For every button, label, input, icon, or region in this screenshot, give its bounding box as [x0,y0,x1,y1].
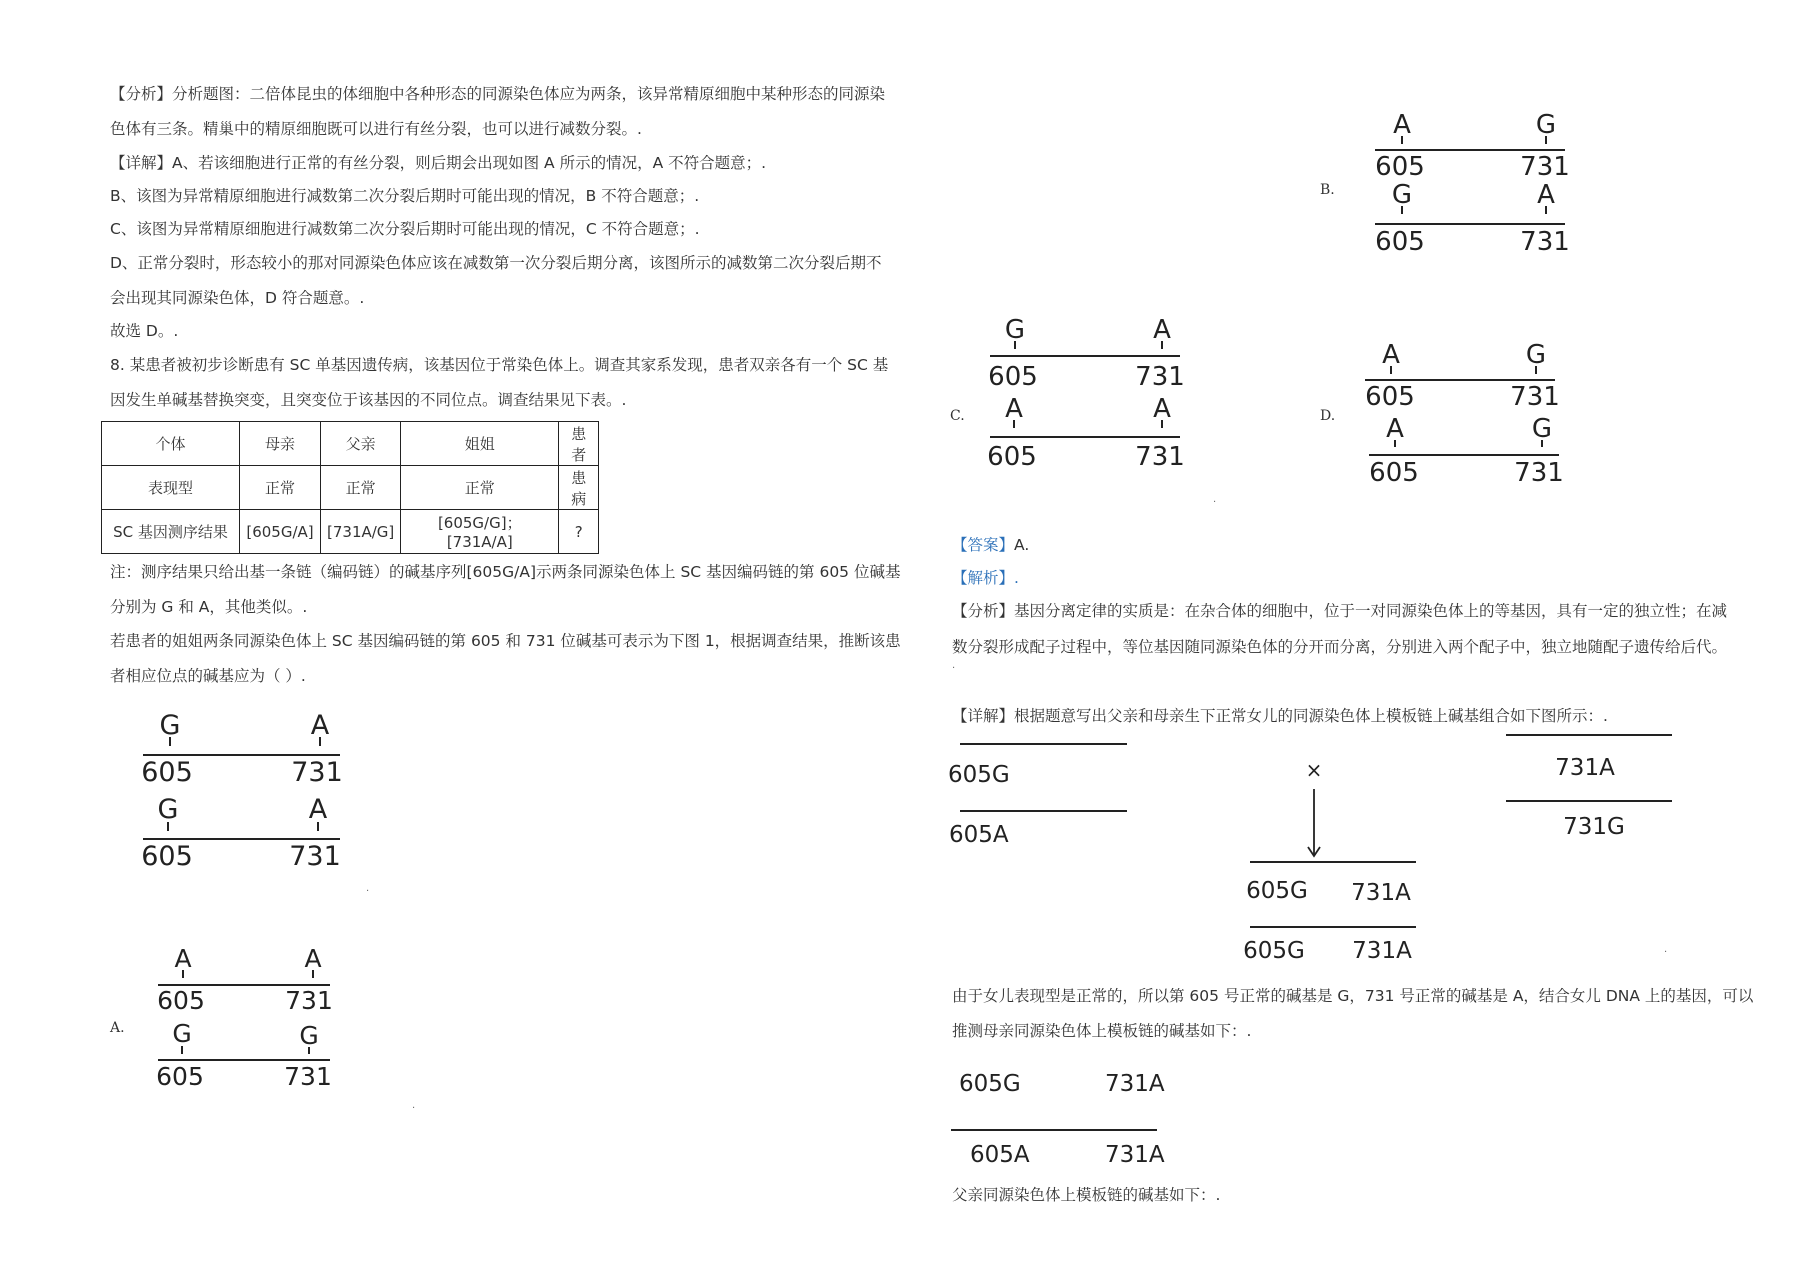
allele-label: A [1393,110,1411,140]
locus-label: 605 [1369,458,1419,488]
table-cell: ? [559,510,599,554]
father-locus-2: 731G [1563,814,1625,840]
table-cell: 母亲 [240,422,321,466]
table-row [102,510,599,554]
mother-chain-top-731: 731A [1105,1071,1165,1097]
cross-symbol: × [1305,758,1323,782]
mother-chain-top-605: 605G [959,1071,1021,1097]
option-c-chromosomes [980,310,1190,475]
mother-locus-2: 605A [949,822,1009,848]
right-detail-line: 【详解】根据题意写出父亲和母亲生下正常女儿的同源染色体上模板链上碱基组合如下图所示：. [952,707,1608,725]
child-top-731: 731A [1351,880,1411,906]
detail-line-d1: D、正常分裂时，形态较小的那对同源染色体应该在减数第一次分裂后期分离，该图所示的减数第二次分裂后期不 [110,254,882,272]
allele-label: G [172,1019,192,1048]
allele-label: G [1525,340,1547,370]
answer-value: A. [1014,536,1030,554]
table-cell: [605G/G]；[731A/A] [401,510,559,554]
detail-line-a: 【详解】A、若该细胞进行正常的有丝分裂，则后期会出现如图 A 所示的情况，A 不符合题意；. [110,154,767,172]
allele-label: A [1382,340,1400,370]
allele-label: G [1535,110,1557,140]
question-8-line-2: 因发生单碱基替换突变，且突变位于该基因的不同位点。调查结果见下表。. [110,391,627,409]
question-8-line-1: 8. 某患者被初步诊断患有 SC 单基因遗传病，该基因位于常染色体上。调查其家系发现，患者双亲各有一个 SC 基 [110,356,889,374]
detail-line-b: B、该图为异常精原细胞进行减数第二次分裂后期时可能出现的情况，B 不符合题意；. [110,187,700,205]
allele-label: G [157,794,179,825]
allele-label: A [174,944,192,973]
child-bottom-731: 731A [1352,938,1412,964]
conclusion-line-1: 由于女儿表现型是正常的，所以第 605 号正常的碱基是 G，731 号正常的碱基是 A，结合女儿 DNA 上的基因，可以 [952,987,1754,1005]
question-line-1: 若患者的姐姐两条同源染色体上 SC 基因编码链的第 605 和 731 位碱基可表示为下图 1，根据调查结果，推断该患 [110,632,901,650]
allele-label: A [304,944,322,973]
table-cell: 正常 [321,466,401,510]
allele-label: A [1005,394,1023,424]
note-line-2: 分别为 G 和 A，其他类似。. [110,598,308,616]
locus-label: 605 [156,1062,204,1091]
table-cell: 患者 [559,422,599,466]
locus-label: 731 [1520,152,1570,182]
right-analysis-line-1: 【分析】基因分离定律的实质是：在杂合体的细胞中，位于一对同源染色体上的等基因，具有一定的独立性；在减 [952,602,1728,620]
locus-label: 731 [285,986,333,1015]
answer-tag: 【答案】 [952,536,1015,554]
mother-template-chain [945,1055,1185,1175]
table-cell: SC 基因测序结果 [102,510,240,554]
father-chain-line: 父亲同源染色体上模板链的碱基如下：. [952,1186,1221,1204]
locus-label: 731 [284,1062,332,1091]
locus-label: 605 [1375,152,1425,182]
allele-label: A [1153,394,1171,424]
option-b-label: B. [1320,182,1335,198]
locus-label: 731 [1135,362,1185,392]
analysis-line-2: 色体有三条。精巢中的精原细胞既可以进行有丝分裂，也可以进行减数分裂。. [110,120,642,138]
cross-diagram [940,725,1720,995]
table-row [102,422,599,466]
table-cell: 正常 [401,466,559,510]
father-locus-1: 731A [1555,755,1615,781]
allele-label: G [1004,315,1026,345]
figure-1-chromosomes [135,705,355,880]
detail-line-c: C、该图为异常精原细胞进行减数第二次分裂后期时可能出现的情况，C 不符合题意；. [110,220,700,238]
detail-line-d2: 会出现其同源染色体，D 符合题意。. [110,289,365,307]
note-line-1: 注：测序结果只给出基一条链（编码链）的碱基序列[605G/A]示两条同源染色体上 SC 基因编码链的第 605 位碱基 [110,563,901,581]
mother-locus-1: 605G [948,762,1010,788]
locus-label: 731 [1514,458,1564,488]
allele-label: G [159,710,181,741]
allele-label: G [1391,180,1413,210]
locus-label: 605 [141,757,193,788]
table-cell: 表现型 [102,466,240,510]
locus-label: 605 [1365,382,1415,412]
option-c-label: C. [950,408,965,424]
locus-label: 731 [289,841,341,872]
child-bottom-605: 605G [1243,938,1305,964]
table-cell: 正常 [240,466,321,510]
locus-label: 605 [157,986,205,1015]
allele-label: A [1153,315,1171,345]
locus-label: 605 [988,362,1038,392]
allele-label: A [310,710,330,741]
allele-label: G [299,1021,319,1050]
question-line-2: 者相应位点的碱基应为（ ）. [110,667,306,685]
locus-label: 605 [141,841,193,872]
child-top-605: 605G [1246,878,1308,904]
choose-d-line: 故选 D。. [110,322,179,340]
table-row [102,466,599,510]
locus-label: 731 [1520,227,1570,257]
allele-label: A [1386,414,1404,444]
table-cell: 姐姐 [401,422,559,466]
right-analysis-line-2: 数分裂形成配子过程中，等位基因随同源染色体的分开而分离，分别进入两个配子中，独立地随配子遗传给后代。 [952,638,1728,656]
table-cell: 患病 [559,466,599,510]
option-d-chromosomes [1355,335,1565,495]
table-cell: 父亲 [321,422,401,466]
locus-label: 605 [1375,227,1425,257]
locus-label: 731 [291,757,343,788]
option-b-chromosomes [1365,105,1575,265]
mother-chain-bottom-605: 605A [970,1142,1030,1168]
conclusion-line-2: 推测母亲同源染色体上模板链的碱基如下：. [952,1022,1252,1040]
option-a-chromosomes [150,940,350,1100]
survey-table [101,421,599,554]
allele-label: A [1537,180,1555,210]
allele-label: G [1531,414,1553,444]
option-a-label: A. [110,1020,125,1036]
analysis-line-1: 【分析】分析题图：二倍体昆虫的体细胞中各种形态的同源染色体应为两条，该异常精原细胞中某种形态的同源染 [110,85,886,103]
jiexi-tag: 【解析】. [952,569,1019,587]
allele-label: A [308,794,328,825]
answer-line [952,535,1029,555]
table-cell: [731A/G] [321,510,401,554]
table-cell: [605G/A] [240,510,321,554]
table-cell: 个体 [102,422,240,466]
mother-chain-bottom-731: 731A [1105,1142,1165,1168]
locus-label: 731 [1510,382,1560,412]
locus-label: 731 [1135,442,1185,472]
option-d-label: D. [1320,408,1336,424]
locus-label: 605 [987,442,1037,472]
